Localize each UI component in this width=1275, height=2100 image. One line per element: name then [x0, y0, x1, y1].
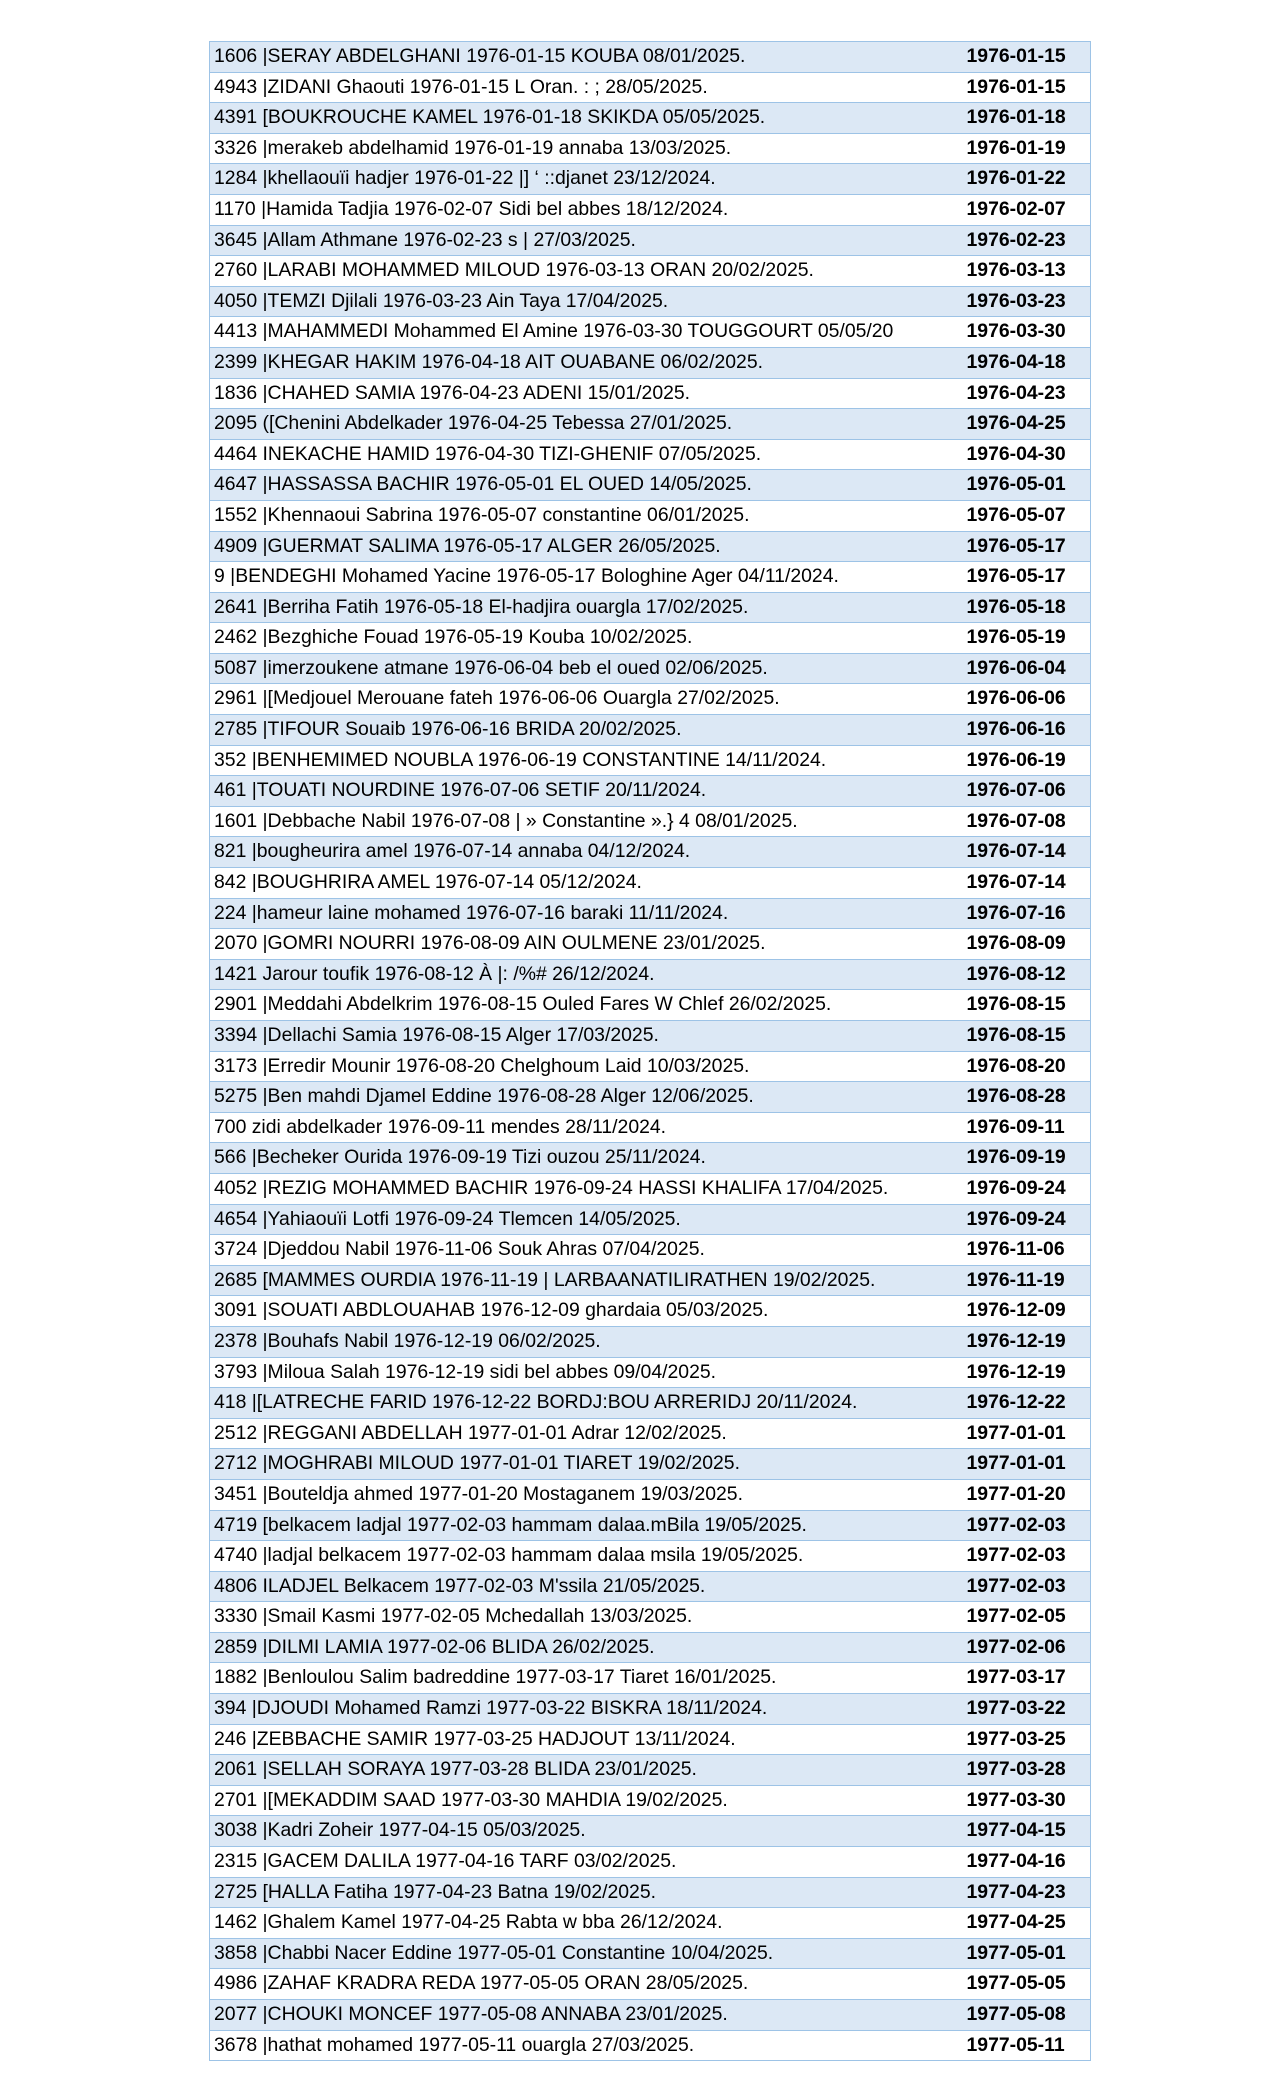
- record-date-cell: 1976-04-18: [955, 347, 1091, 378]
- record-date-cell: 1976-09-24: [955, 1204, 1091, 1235]
- record-date-cell: 1977-01-01: [955, 1449, 1091, 1480]
- record-text-cell: 3451 |Bouteldja ahmed 1977-01-20 Mostaganem 19/03/2025.: [210, 1479, 955, 1510]
- table-row: [210, 1235, 1091, 1266]
- record-date-cell: 1976-08-15: [955, 990, 1091, 1021]
- record-date-cell: 1976-07-14: [955, 868, 1091, 899]
- record-text-cell: 4050 |TEMZI Djilali 1976-03-23 Ain Taya 17/04/2025.: [210, 286, 955, 317]
- table-row: [210, 1877, 1091, 1908]
- table-row: [210, 1816, 1091, 1847]
- record-date-cell: 1976-01-15: [955, 72, 1091, 103]
- record-text-cell: 1170 |Hamida Tadjia 1976-02-07 Sidi bel abbes 18/12/2024.: [210, 194, 955, 225]
- record-text-cell: 4391 [BOUKROUCHE KAMEL 1976-01-18 SKIKDA 05/05/2025.: [210, 103, 955, 134]
- record-text-cell: 1462 |Ghalem Kamel 1977-04-25 Rabta w bba 26/12/2024.: [210, 1908, 955, 1939]
- record-text-cell: 842 |BOUGHRIRA AMEL 1976-07-14 05/12/2024.: [210, 868, 955, 899]
- table-row: [210, 347, 1091, 378]
- record-date-cell: 1976-03-13: [955, 256, 1091, 287]
- record-text-cell: 3645 |Allam Athmane 1976-02-23 s | 27/03/2025.: [210, 225, 955, 256]
- record-date-cell: 1976-11-19: [955, 1265, 1091, 1296]
- record-date-cell: 1976-07-06: [955, 776, 1091, 807]
- table-row: [210, 1602, 1091, 1633]
- record-text-cell: 4413 |MAHAMMEDI Mohammed El Amine 1976-03-30 TOUGGOURT 05/05/20: [210, 317, 955, 348]
- record-date-cell: 1976-11-06: [955, 1235, 1091, 1266]
- record-date-cell: 1976-04-30: [955, 439, 1091, 470]
- record-text-cell: 3091 |SOUATI ABDLOUAHAB 1976-12-09 ghardaia 05/03/2025.: [210, 1296, 955, 1327]
- record-text-cell: 3326 |merakeb abdelhamid 1976-01-19 annaba 13/03/2025.: [210, 133, 955, 164]
- table-row: [210, 1694, 1091, 1725]
- record-date-cell: 1976-05-18: [955, 592, 1091, 623]
- record-date-cell: 1977-04-16: [955, 1847, 1091, 1878]
- record-text-cell: 1601 |Debbache Nabil 1976-07-08 | » Constantine ».} 4 08/01/2025.: [210, 806, 955, 837]
- record-date-cell: 1976-05-07: [955, 500, 1091, 531]
- record-date-cell: 1976-09-24: [955, 1173, 1091, 1204]
- record-text-cell: 4909 |GUERMAT SALIMA 1976-05-17 ALGER 26/05/2025.: [210, 531, 955, 562]
- record-date-cell: 1976-03-23: [955, 286, 1091, 317]
- record-text-cell: 2641 |Berriha Fatih 1976-05-18 El-hadjira ouargla 17/02/2025.: [210, 592, 955, 623]
- table-row: [210, 1204, 1091, 1235]
- record-date-cell: 1977-05-08: [955, 2000, 1091, 2031]
- table-row: [210, 1847, 1091, 1878]
- record-text-cell: 1284 |khellaouïi hadjer 1976-01-22 |] ‘ ::djanet 23/12/2024.: [210, 164, 955, 195]
- table-row: [210, 1173, 1091, 1204]
- table-row: [210, 133, 1091, 164]
- record-date-cell: 1976-12-19: [955, 1326, 1091, 1357]
- record-date-cell: 1976-04-25: [955, 409, 1091, 440]
- table-row: [210, 959, 1091, 990]
- record-text-cell: 1421 Jarour toufik 1976-08-12 À |: /%# 26/12/2024.: [210, 959, 955, 990]
- table-row: [210, 1326, 1091, 1357]
- table-row: [210, 1082, 1091, 1113]
- record-date-cell: 1976-09-19: [955, 1143, 1091, 1174]
- record-date-cell: 1977-03-25: [955, 1724, 1091, 1755]
- table-row: [210, 1541, 1091, 1572]
- record-date-cell: 1977-02-03: [955, 1571, 1091, 1602]
- table-row: [210, 286, 1091, 317]
- record-text-cell: 3678 |hathat mohamed 1977-05-11 ouargla 27/03/2025.: [210, 2030, 955, 2061]
- table-row: [210, 317, 1091, 348]
- record-date-cell: 1976-08-09: [955, 929, 1091, 960]
- record-date-cell: 1976-05-17: [955, 531, 1091, 562]
- record-date-cell: 1976-12-09: [955, 1296, 1091, 1327]
- table-row: [210, 806, 1091, 837]
- table-row: [210, 623, 1091, 654]
- record-text-cell: 2061 |SELLAH SORAYA 1977-03-28 BLIDA 23/01/2025.: [210, 1755, 955, 1786]
- table-row: [210, 409, 1091, 440]
- table-row: [210, 439, 1091, 470]
- table-row: [210, 1388, 1091, 1419]
- table-row: [210, 837, 1091, 868]
- table-row: [210, 1418, 1091, 1449]
- records-table: [209, 41, 1091, 2061]
- record-date-cell: 1976-01-19: [955, 133, 1091, 164]
- record-text-cell: 3793 |Miloua Salah 1976-12-19 sidi bel abbes 09/04/2025.: [210, 1357, 955, 1388]
- table-row: [210, 1265, 1091, 1296]
- record-text-cell: 2961 |[Medjouel Merouane fateh 1976-06-06 Ouargla 27/02/2025.: [210, 684, 955, 715]
- record-date-cell: 1976-02-07: [955, 194, 1091, 225]
- record-text-cell: 4740 |ladjal belkacem 1977-02-03 hammam dalaa msila 19/05/2025.: [210, 1541, 955, 1572]
- record-text-cell: 1606 |SERAY ABDELGHANI 1976-01-15 KOUBA 08/01/2025.: [210, 42, 955, 73]
- record-text-cell: 4647 |HASSASSA BACHIR 1976-05-01 EL OUED 14/05/2025.: [210, 470, 955, 501]
- table-row: [210, 868, 1091, 899]
- table-row: [210, 1938, 1091, 1969]
- record-date-cell: 1976-04-23: [955, 378, 1091, 409]
- record-text-cell: 2859 |DILMI LAMIA 1977-02-06 BLIDA 26/02/2025.: [210, 1632, 955, 1663]
- table-row: [210, 1908, 1091, 1939]
- record-date-cell: 1977-02-06: [955, 1632, 1091, 1663]
- record-text-cell: 4719 [belkacem ladjal 1977-02-03 hammam dalaa.mBila 19/05/2025.: [210, 1510, 955, 1541]
- table-row: [210, 2030, 1091, 2061]
- record-date-cell: 1977-02-03: [955, 1510, 1091, 1541]
- table-row: [210, 776, 1091, 807]
- record-date-cell: 1976-07-08: [955, 806, 1091, 837]
- table-row: [210, 164, 1091, 195]
- record-date-cell: 1976-05-01: [955, 470, 1091, 501]
- table-row: [210, 256, 1091, 287]
- record-text-cell: 2315 |GACEM DALILA 1977-04-16 TARF 03/02/2025.: [210, 1847, 955, 1878]
- record-date-cell: 1976-12-19: [955, 1357, 1091, 1388]
- record-date-cell: 1977-05-01: [955, 1938, 1091, 1969]
- record-text-cell: 2725 [HALLA Fatiha 1977-04-23 Batna 19/02/2025.: [210, 1877, 955, 1908]
- record-text-cell: 4986 |ZAHAF KRADRA REDA 1977-05-05 ORAN 28/05/2025.: [210, 1969, 955, 2000]
- table-row: [210, 592, 1091, 623]
- record-text-cell: 5275 |Ben mahdi Djamel Eddine 1976-08-28 Alger 12/06/2025.: [210, 1082, 955, 1113]
- record-date-cell: 1977-04-23: [955, 1877, 1091, 1908]
- table-row: [210, 562, 1091, 593]
- table-row: [210, 1663, 1091, 1694]
- table-row: [210, 1510, 1091, 1541]
- record-text-cell: 3858 |Chabbi Nacer Eddine 1977-05-01 Constantine 10/04/2025.: [210, 1938, 955, 1969]
- record-date-cell: 1977-05-05: [955, 1969, 1091, 2000]
- table-row: [210, 225, 1091, 256]
- record-text-cell: 2685 [MAMMES OURDIA 1976-11-19 | LARBAANATILIRATHEN 19/02/2025.: [210, 1265, 955, 1296]
- record-text-cell: 2070 |GOMRI NOURRI 1976-08-09 AIN OULMENE 23/01/2025.: [210, 929, 955, 960]
- table-row: [210, 1755, 1091, 1786]
- record-date-cell: 1976-01-22: [955, 164, 1091, 195]
- record-date-cell: 1977-05-11: [955, 2030, 1091, 2061]
- record-date-cell: 1976-06-06: [955, 684, 1091, 715]
- table-row: [210, 72, 1091, 103]
- record-date-cell: 1976-02-23: [955, 225, 1091, 256]
- table-row: [210, 378, 1091, 409]
- record-text-cell: 3394 |Dellachi Samia 1976-08-15 Alger 17/03/2025.: [210, 1021, 955, 1052]
- record-date-cell: 1976-06-16: [955, 715, 1091, 746]
- table-row: [210, 898, 1091, 929]
- record-text-cell: 394 |DJOUDI Mohamed Ramzi 1977-03-22 BISKRA 18/11/2024.: [210, 1694, 955, 1725]
- record-text-cell: 3724 |Djeddou Nabil 1976-11-06 Souk Ahras 07/04/2025.: [210, 1235, 955, 1266]
- table-row: [210, 715, 1091, 746]
- record-text-cell: 224 |hameur laine mohamed 1976-07-16 baraki 11/11/2024.: [210, 898, 955, 929]
- record-date-cell: 1976-05-19: [955, 623, 1091, 654]
- table-row: [210, 745, 1091, 776]
- record-date-cell: 1977-03-30: [955, 1785, 1091, 1816]
- table-row: [210, 531, 1091, 562]
- record-date-cell: 1976-08-20: [955, 1051, 1091, 1082]
- table-row: [210, 684, 1091, 715]
- record-text-cell: 1552 |Khennaoui Sabrina 1976-05-07 constantine 06/01/2025.: [210, 500, 955, 531]
- record-text-cell: 2512 |REGGANI ABDELLAH 1977-01-01 Adrar 12/02/2025.: [210, 1418, 955, 1449]
- record-text-cell: 2760 |LARABI MOHAMMED MILOUD 1976-03-13 ORAN 20/02/2025.: [210, 256, 955, 287]
- record-date-cell: 1976-09-11: [955, 1112, 1091, 1143]
- record-text-cell: 3038 |Kadri Zoheir 1977-04-15 05/03/2025.: [210, 1816, 955, 1847]
- record-text-cell: 2901 |Meddahi Abdelkrim 1976-08-15 Ouled Fares W Chlef 26/02/2025.: [210, 990, 955, 1021]
- record-text-cell: 3173 |Erredir Mounir 1976-08-20 Chelghoum Laid 10/03/2025.: [210, 1051, 955, 1082]
- table-row: [210, 1021, 1091, 1052]
- record-text-cell: 4943 |ZIDANI Ghaouti 1976-01-15 L Oran. : ; 28/05/2025.: [210, 72, 955, 103]
- table-row: [210, 1296, 1091, 1327]
- record-text-cell: 352 |BENHEMIMED NOUBLA 1976-06-19 CONSTANTINE 14/11/2024.: [210, 745, 955, 776]
- record-text-cell: 4806 ILADJEL Belkacem 1977-02-03 M'ssila 21/05/2025.: [210, 1571, 955, 1602]
- record-date-cell: 1976-01-18: [955, 103, 1091, 134]
- record-text-cell: 700 zidi abdelkader 1976-09-11 mendes 28/11/2024.: [210, 1112, 955, 1143]
- record-text-cell: 9 |BENDEGHI Mohamed Yacine 1976-05-17 Bologhine Ager 04/11/2024.: [210, 562, 955, 593]
- record-text-cell: 3330 |Smail Kasmi 1977-02-05 Mchedallah 13/03/2025.: [210, 1602, 955, 1633]
- table-row: [210, 1632, 1091, 1663]
- record-date-cell: 1976-08-15: [955, 1021, 1091, 1052]
- record-date-cell: 1976-12-22: [955, 1388, 1091, 1419]
- record-date-cell: 1977-01-20: [955, 1479, 1091, 1510]
- record-date-cell: 1977-03-28: [955, 1755, 1091, 1786]
- record-date-cell: 1976-03-30: [955, 317, 1091, 348]
- record-text-cell: 2701 |[MEKADDIM SAAD 1977-03-30 MAHDIA 19/02/2025.: [210, 1785, 955, 1816]
- table-row: [210, 103, 1091, 134]
- table-row: [210, 1051, 1091, 1082]
- record-date-cell: 1977-02-05: [955, 1602, 1091, 1633]
- record-text-cell: 2462 |Bezghiche Fouad 1976-05-19 Kouba 10/02/2025.: [210, 623, 955, 654]
- record-text-cell: 2785 |TIFOUR Souaib 1976-06-16 BRIDA 20/02/2025.: [210, 715, 955, 746]
- record-text-cell: 2095 ([Chenini Abdelkader 1976-04-25 Tebessa 27/01/2025.: [210, 409, 955, 440]
- table-row: [210, 653, 1091, 684]
- table-row: [210, 194, 1091, 225]
- record-text-cell: 2378 |Bouhafs Nabil 1976-12-19 06/02/2025.: [210, 1326, 955, 1357]
- record-date-cell: 1977-04-25: [955, 1908, 1091, 1939]
- table-row: [210, 1724, 1091, 1755]
- record-text-cell: 2399 |KHEGAR HAKIM 1976-04-18 AIT OUABANE 06/02/2025.: [210, 347, 955, 378]
- table-row: [210, 990, 1091, 1021]
- table-row: [210, 2000, 1091, 2031]
- record-text-cell: 418 |[LATRECHE FARID 1976-12-22 BORDJ:BOU ARRERIDJ 20/11/2024.: [210, 1388, 955, 1419]
- record-date-cell: 1976-06-04: [955, 653, 1091, 684]
- record-text-cell: 4464 INEKACHE HAMID 1976-04-30 TIZI-GHENIF 07/05/2025.: [210, 439, 955, 470]
- record-text-cell: 4654 |Yahiaouïi Lotfi 1976-09-24 Tlemcen 14/05/2025.: [210, 1204, 955, 1235]
- record-text-cell: 566 |Becheker Ourida 1976-09-19 Tizi ouzou 25/11/2024.: [210, 1143, 955, 1174]
- record-date-cell: 1976-08-12: [955, 959, 1091, 990]
- record-date-cell: 1976-07-16: [955, 898, 1091, 929]
- record-date-cell: 1977-02-03: [955, 1541, 1091, 1572]
- table-row: [210, 1357, 1091, 1388]
- table-row: [210, 1969, 1091, 2000]
- record-text-cell: 821 |bougheurira amel 1976-07-14 annaba 04/12/2024.: [210, 837, 955, 868]
- table-row: [210, 1785, 1091, 1816]
- record-date-cell: 1977-03-22: [955, 1694, 1091, 1725]
- table-row: [210, 929, 1091, 960]
- table-row: [210, 1571, 1091, 1602]
- table-row: [210, 1449, 1091, 1480]
- record-date-cell: 1977-03-17: [955, 1663, 1091, 1694]
- table-row: [210, 1479, 1091, 1510]
- table-row: [210, 1112, 1091, 1143]
- record-date-cell: 1976-07-14: [955, 837, 1091, 868]
- record-date-cell: 1976-06-19: [955, 745, 1091, 776]
- record-text-cell: 461 |TOUATI NOURDINE 1976-07-06 SETIF 20/11/2024.: [210, 776, 955, 807]
- records-table-body: [210, 42, 1091, 2061]
- table-row: [210, 470, 1091, 501]
- record-date-cell: 1977-04-15: [955, 1816, 1091, 1847]
- record-text-cell: 4052 |REZIG MOHAMMED BACHIR 1976-09-24 HASSI KHALIFA 17/04/2025.: [210, 1173, 955, 1204]
- table-row: [210, 42, 1091, 73]
- record-text-cell: 2077 |CHOUKI MONCEF 1977-05-08 ANNABA 23/01/2025.: [210, 2000, 955, 2031]
- table-row: [210, 1143, 1091, 1174]
- record-date-cell: 1976-05-17: [955, 562, 1091, 593]
- record-text-cell: 1836 |CHAHED SAMIA 1976-04-23 ADENI 15/01/2025.: [210, 378, 955, 409]
- record-text-cell: 246 |ZEBBACHE SAMIR 1977-03-25 HADJOUT 13/11/2024.: [210, 1724, 955, 1755]
- record-date-cell: 1976-08-28: [955, 1082, 1091, 1113]
- record-date-cell: 1977-01-01: [955, 1418, 1091, 1449]
- record-text-cell: 1882 |Benloulou Salim badreddine 1977-03-17 Tiaret 16/01/2025.: [210, 1663, 955, 1694]
- record-text-cell: 5087 |imerzoukene atmane 1976-06-04 beb el oued 02/06/2025.: [210, 653, 955, 684]
- record-date-cell: 1976-01-15: [955, 42, 1091, 73]
- record-text-cell: 2712 |MOGHRABI MILOUD 1977-01-01 TIARET 19/02/2025.: [210, 1449, 955, 1480]
- table-row: [210, 500, 1091, 531]
